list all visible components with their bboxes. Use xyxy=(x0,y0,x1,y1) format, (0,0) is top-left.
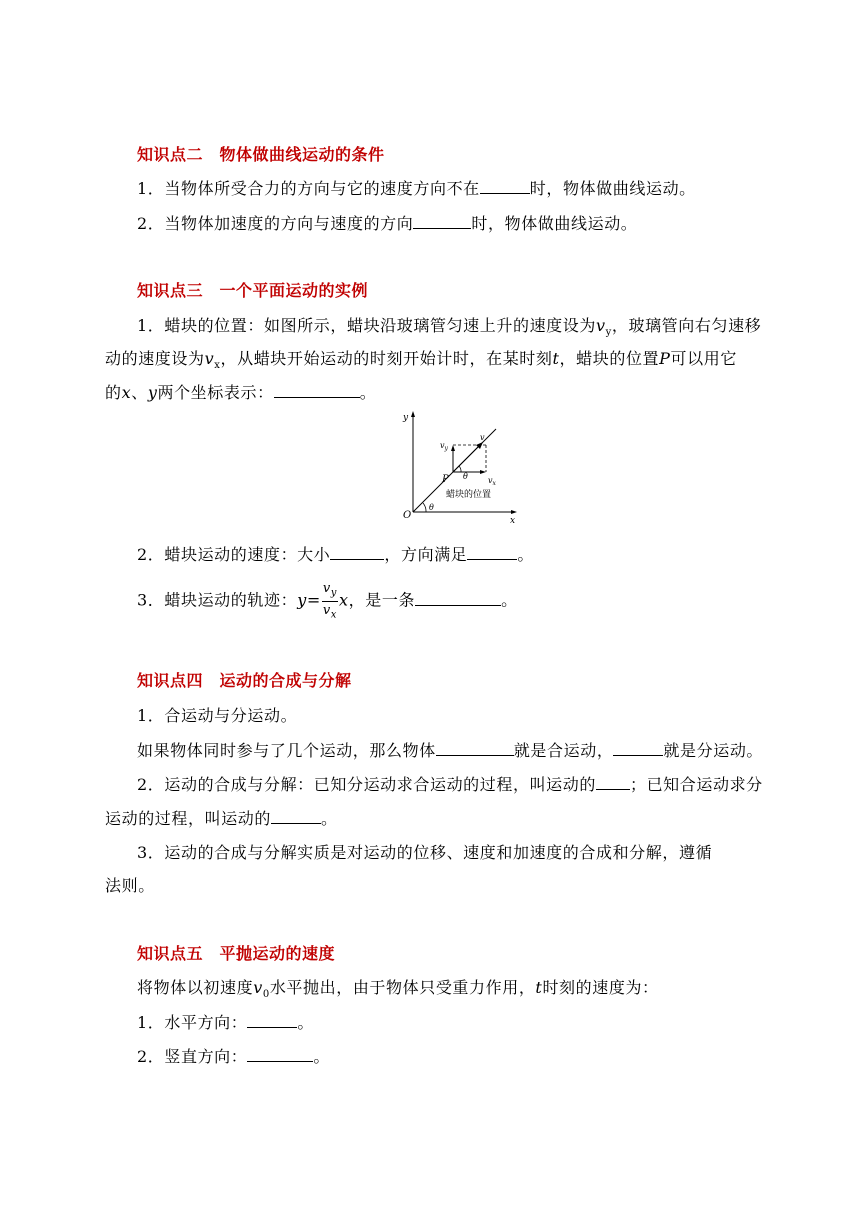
var-x: x xyxy=(121,383,132,402)
sec3-text: 。 xyxy=(517,545,535,564)
var-t: t xyxy=(535,978,543,997)
sec4-text: 如果物体同时参与了几个运动，那么物体 xyxy=(137,741,436,760)
sec3-text: ，是一条 xyxy=(348,590,416,610)
subscript: y xyxy=(605,327,612,339)
sec5-text: 将物体以初速度 xyxy=(137,978,254,997)
theta-label-origin: θ xyxy=(429,503,434,512)
var-y: y xyxy=(147,383,158,402)
sec4-text: 就是合运动， xyxy=(513,741,614,760)
fill-blank[interactable] xyxy=(415,591,501,606)
fraction-denominator: $v_x$ xyxy=(322,602,338,621)
sec4-text: 2．运动的合成与分解：已知分运动求合运动的过程，叫运动的 xyxy=(137,775,596,794)
var-t: t xyxy=(552,349,560,368)
sec4-text: ；已知合运动求分 xyxy=(629,775,763,794)
sec2-item1-text-a: 1．当物体所受合力的方向与它的速度方向不在 xyxy=(137,179,480,198)
sec2-item1-text-b: 时，物体做曲线运动。 xyxy=(529,179,696,198)
var-x: x xyxy=(339,590,349,610)
section-heading-2: 知识点二 物体做曲线运动的条件 xyxy=(137,145,385,164)
fill-blank[interactable] xyxy=(274,383,360,398)
sec4-item-1: 1．合运动与分运动。 xyxy=(137,706,298,725)
subscript: x xyxy=(214,360,221,372)
sec3-text: ，方向满足 xyxy=(384,545,468,564)
fraction-numerator: $v_y$ xyxy=(322,582,338,602)
sec5-text: 时刻的速度为： xyxy=(542,978,659,997)
sec3-text: ，玻璃管向右匀速移 xyxy=(611,316,762,335)
sec4-item-3-line-2: 法则。 xyxy=(105,876,155,895)
sec5-item-1 xyxy=(137,1010,314,1033)
sec4-item-2-line-1 xyxy=(137,772,763,795)
subscript: 0 xyxy=(262,989,270,1001)
sec3-text: ，蜡块的位置 xyxy=(559,349,660,368)
sec4-item-2-line-2 xyxy=(105,806,338,829)
fill-blank[interactable] xyxy=(330,545,384,560)
fill-blank[interactable] xyxy=(247,1047,313,1062)
var-y: y xyxy=(297,590,307,610)
sec3-text: 。 xyxy=(501,590,518,610)
sec3-item-3 xyxy=(137,582,518,620)
section-heading-4: 知识点四 运动的合成与分解 xyxy=(137,671,352,690)
fill-blank[interactable] xyxy=(596,775,630,790)
section-heading-3: 知识点三 一个平面运动的实例 xyxy=(137,281,369,300)
theta-label-p: θ xyxy=(463,472,468,481)
sec2-item-2 xyxy=(137,211,637,234)
fill-blank[interactable] xyxy=(436,741,514,756)
var-P: P xyxy=(659,349,671,368)
sec3-text: 3．蜡块运动的轨迹： xyxy=(137,590,298,610)
vx-arrowhead xyxy=(480,470,486,474)
waxblock-position-diagram xyxy=(400,408,520,528)
sec3-text: 的 xyxy=(105,383,122,402)
vx-label: $v_x$ xyxy=(488,476,496,487)
sec3-item-1-line-3 xyxy=(105,380,376,403)
fill-blank[interactable] xyxy=(613,741,663,756)
sec5-text: 水平抛出，由于物体只受重力作用， xyxy=(269,978,536,997)
y-axis-label: y xyxy=(403,413,409,423)
sec3-item-2 xyxy=(137,542,534,565)
angle-arc-origin xyxy=(423,503,426,512)
var-v: v xyxy=(204,349,215,368)
fill-blank[interactable] xyxy=(271,809,321,824)
sec5-text: 2．竖直方向： xyxy=(137,1047,248,1066)
var-v: v xyxy=(595,316,606,335)
sec5-intro xyxy=(137,975,659,1000)
vy-label: $v_y$ xyxy=(440,441,448,452)
sec2-item-1 xyxy=(137,176,696,199)
point-label: P xyxy=(442,474,449,485)
sec3-item-1-line-2 xyxy=(105,346,737,371)
vy-arrowhead xyxy=(451,445,455,451)
sec3-text: 可以用它 xyxy=(670,349,737,368)
sec5-text: 。 xyxy=(297,1013,314,1032)
sec2-item2-text-a: 2．当物体加速度的方向与速度的方向 xyxy=(137,214,414,233)
v-label: v xyxy=(480,433,485,442)
sec4-text: 。 xyxy=(321,809,338,828)
sec2-item2-text-b: 时，物体做曲线运动。 xyxy=(471,214,638,233)
x-axis-label: x xyxy=(510,516,516,526)
equals-sign: = xyxy=(306,590,321,610)
sec3-text: ，从蜡块开始运动的时刻开始计时，在某时刻 xyxy=(220,349,553,368)
fraction-vy-over-vx xyxy=(322,582,338,620)
y-axis-arrow xyxy=(411,411,415,417)
sec5-item-2 xyxy=(137,1044,330,1067)
sec3-text: 两个坐标表示： xyxy=(157,383,274,402)
sec3-text: 、 xyxy=(131,383,148,402)
origin-label: O xyxy=(403,510,412,521)
fill-blank[interactable] xyxy=(467,545,517,560)
sec3-text: 2．蜡块运动的速度：大小 xyxy=(137,545,331,564)
sec4-item-1-detail xyxy=(137,738,763,761)
sec3-text: 动的速度设为 xyxy=(105,349,205,368)
sec5-text: 1．水平方向： xyxy=(137,1013,248,1032)
fill-blank[interactable] xyxy=(480,179,530,194)
fill-blank[interactable] xyxy=(413,214,471,229)
sec4-text: 就是分运动。 xyxy=(663,741,764,760)
sec5-text: 。 xyxy=(313,1047,330,1066)
sec3-text: 。 xyxy=(359,383,377,402)
v-arrow xyxy=(453,445,480,472)
sec3-text: 1．蜡块的位置：如图所示，蜡块沿玻璃管匀速上升的速度设为 xyxy=(137,316,596,335)
fill-blank[interactable] xyxy=(247,1013,297,1028)
sec4-item-3-line-1: 3．运动的合成与分解实质是对运动的位移、速度和加速度的合成和分解，遵循 xyxy=(137,843,713,862)
figure-caption: 蜡块的位置 xyxy=(446,490,492,500)
section-heading-5: 知识点五 平抛运动的速度 xyxy=(137,944,336,963)
var-v: v xyxy=(253,978,263,997)
sec4-text: 运动的过程，叫运动的 xyxy=(105,809,272,828)
angle-arc-p xyxy=(459,466,461,472)
sec3-item-1-line-1 xyxy=(137,313,761,338)
x-axis-arrow xyxy=(511,510,517,514)
